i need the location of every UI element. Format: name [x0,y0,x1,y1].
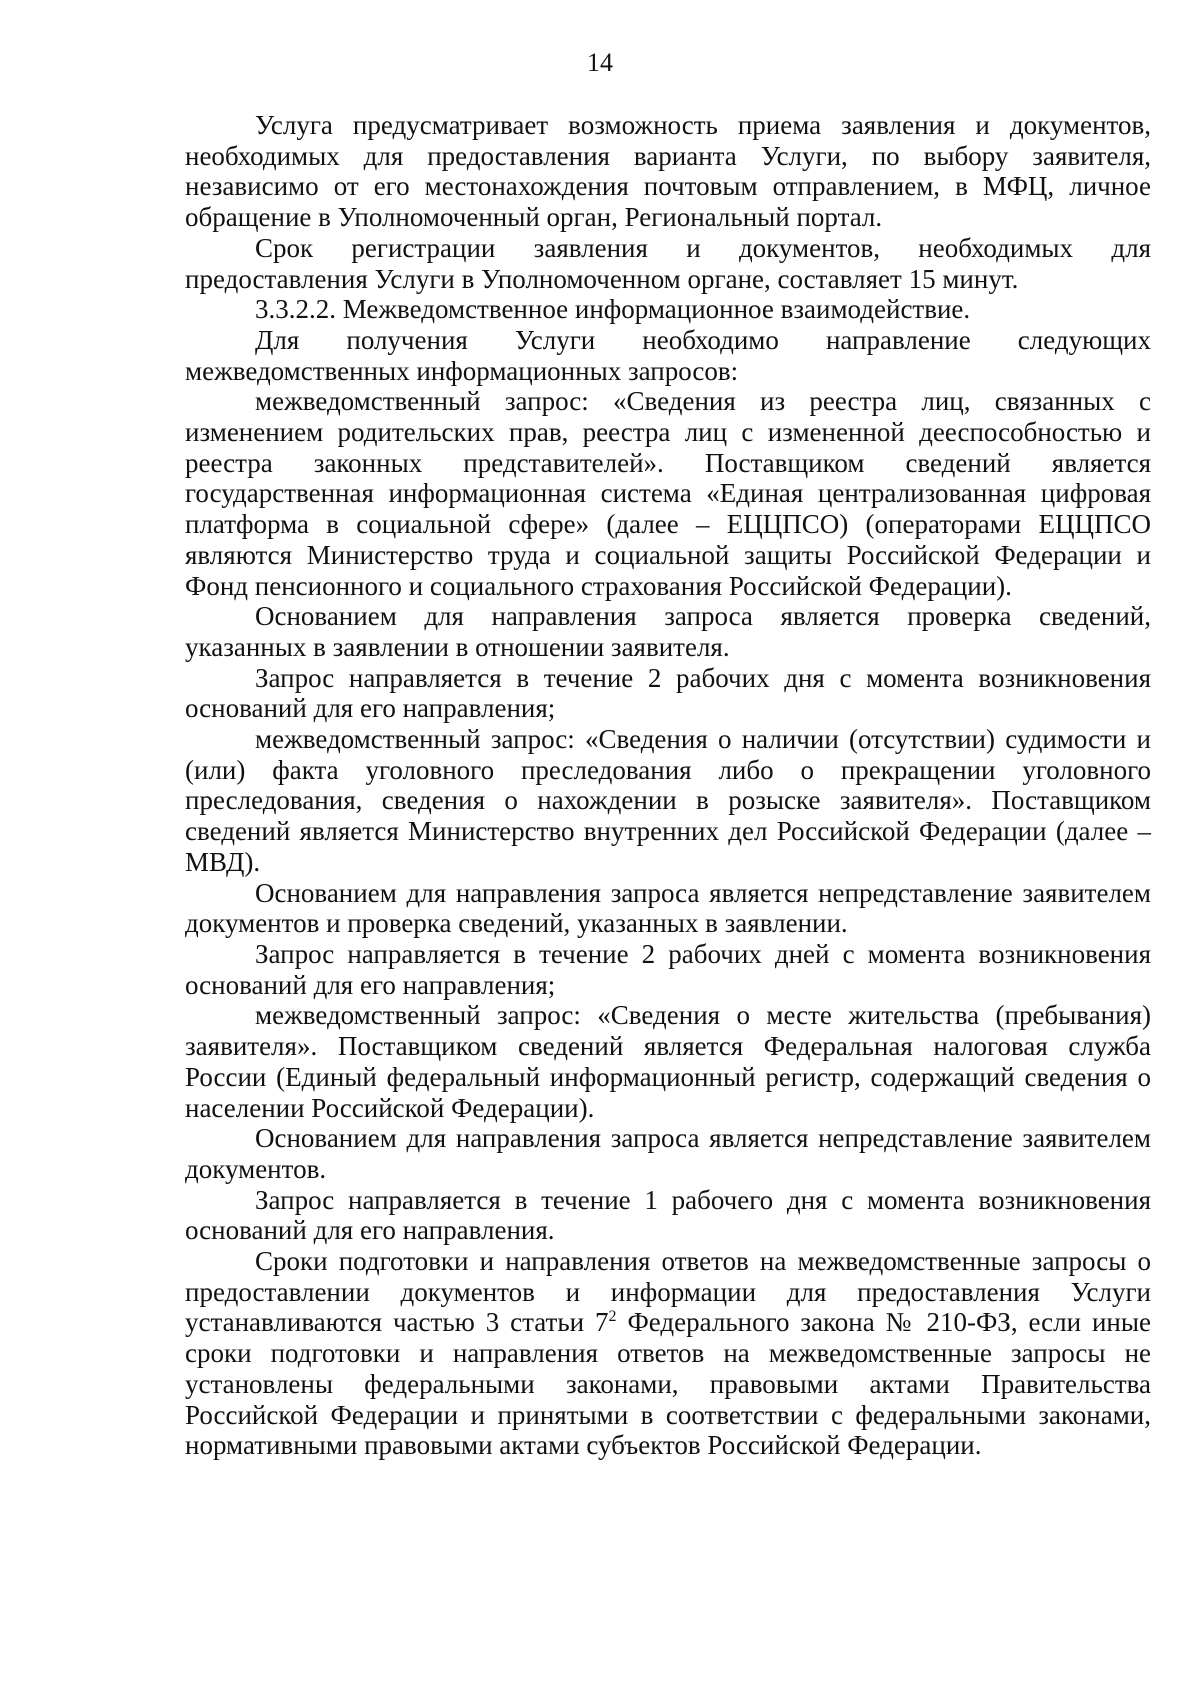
article-superscript: 2 [608,1308,617,1326]
section-heading-interagency: 3.3.2.2. Межведомственное информационное взаимодействие. [255,294,971,325]
paragraph-registration-term: Срок регистрации заявления и документов, необходимых для предоставления Услуги в Уполномоченном органе, составляет 15 минут. [185,232,1151,294]
paragraph-response-terms [185,1246,1151,1461]
response-terms-text-end: Федерального закона № 210-ФЗ, если иные сроки подготовки и направления ответов на межведомственные запросы не установлены федеральными законами, правовыми актами Правительства Российской Федерации и принятыми в соответствии с федеральными законами, нормативными правовыми актами субъектов Российской Федерации. [185,1307,1151,1461]
paragraph-deadline-residence: Запрос направляется в течение 1 рабочего дня с момента возникновения оснований для его направления. [185,1184,1151,1246]
paragraph-request-residence: межведомственный запрос: «Сведения о месте жительства (пребывания) заявителя». Поставщиком сведений является Федеральная налоговая служба России (Единый федеральный информационный регистр, содержащий сведения о населении Российской Федерации). [185,1000,1151,1123]
document-body [185,110,1151,1461]
paragraph-basis-residence: Основанием для направления запроса является непредставление заявителем документов. [185,1123,1151,1184]
response-terms-text-start: Сроки подготовки и направления ответов на межведомственные запросы о предоставлении документов и информации для предоставления Услуги устанавливаются частью 3 статьи 7 [185,1246,1151,1338]
paragraph-deadline-criminal-record: Запрос направляется в течение 2 рабочих дней с момента возникновения оснований для его направления; [185,938,1151,1000]
paragraph-requests-intro: Для получения Услуги необходимо направление следующих межведомственных информационных запросов: [185,324,1151,386]
paragraph-request-criminal-record: межведомственный запрос: «Сведения о наличии (отсутствии) судимости и (или) факта уголовного преследования либо о прекращении уголовного преследования, сведения о нахождении в розыске заявителя». Поставщиком сведений является Министерство внутренних дел Российской Федерации (далее – МВД). [185,724,1151,877]
paragraph-deadline-registry: Запрос направляется в течение 2 рабочих дня с момента возникновения оснований для его направления; [185,662,1151,724]
paragraph-basis-criminal-record: Основанием для направления запроса является непредставление заявителем документов и проверка сведений, указанных в заявлении. [185,877,1151,939]
page-number: 14 [587,48,613,77]
paragraph-basis-registry: Основанием для направления запроса является проверка сведений, указанных в заявлении в отношении заявителя. [185,601,1151,662]
paragraph-service-submission: Услуга предусматривает возможность приема заявления и документов, необходимых для предоставления варианта Услуги, по выбору заявителя, независимо от его местонахождения почтовым отправлением, в МФЦ, личное обращение в Уполномоченный орган, Региональный портал. [185,110,1151,233]
paragraph-request-registry: межведомственный запрос: «Сведения из реестра лиц, связанных с изменением родительских прав, реестра лиц с измененной дееспособностью и реестра законных представителей». Поставщиком сведений является государственная информационная система «Единая централизованная цифровая платформа в социальной сфере» (далее – ЕЦЦПСО) (операторами ЕЦЦПСО являются Министерство труда и социальной защиты Российской Федерации и Фонд пенсионного и социального страхования Российской Федерации). [185,386,1151,601]
